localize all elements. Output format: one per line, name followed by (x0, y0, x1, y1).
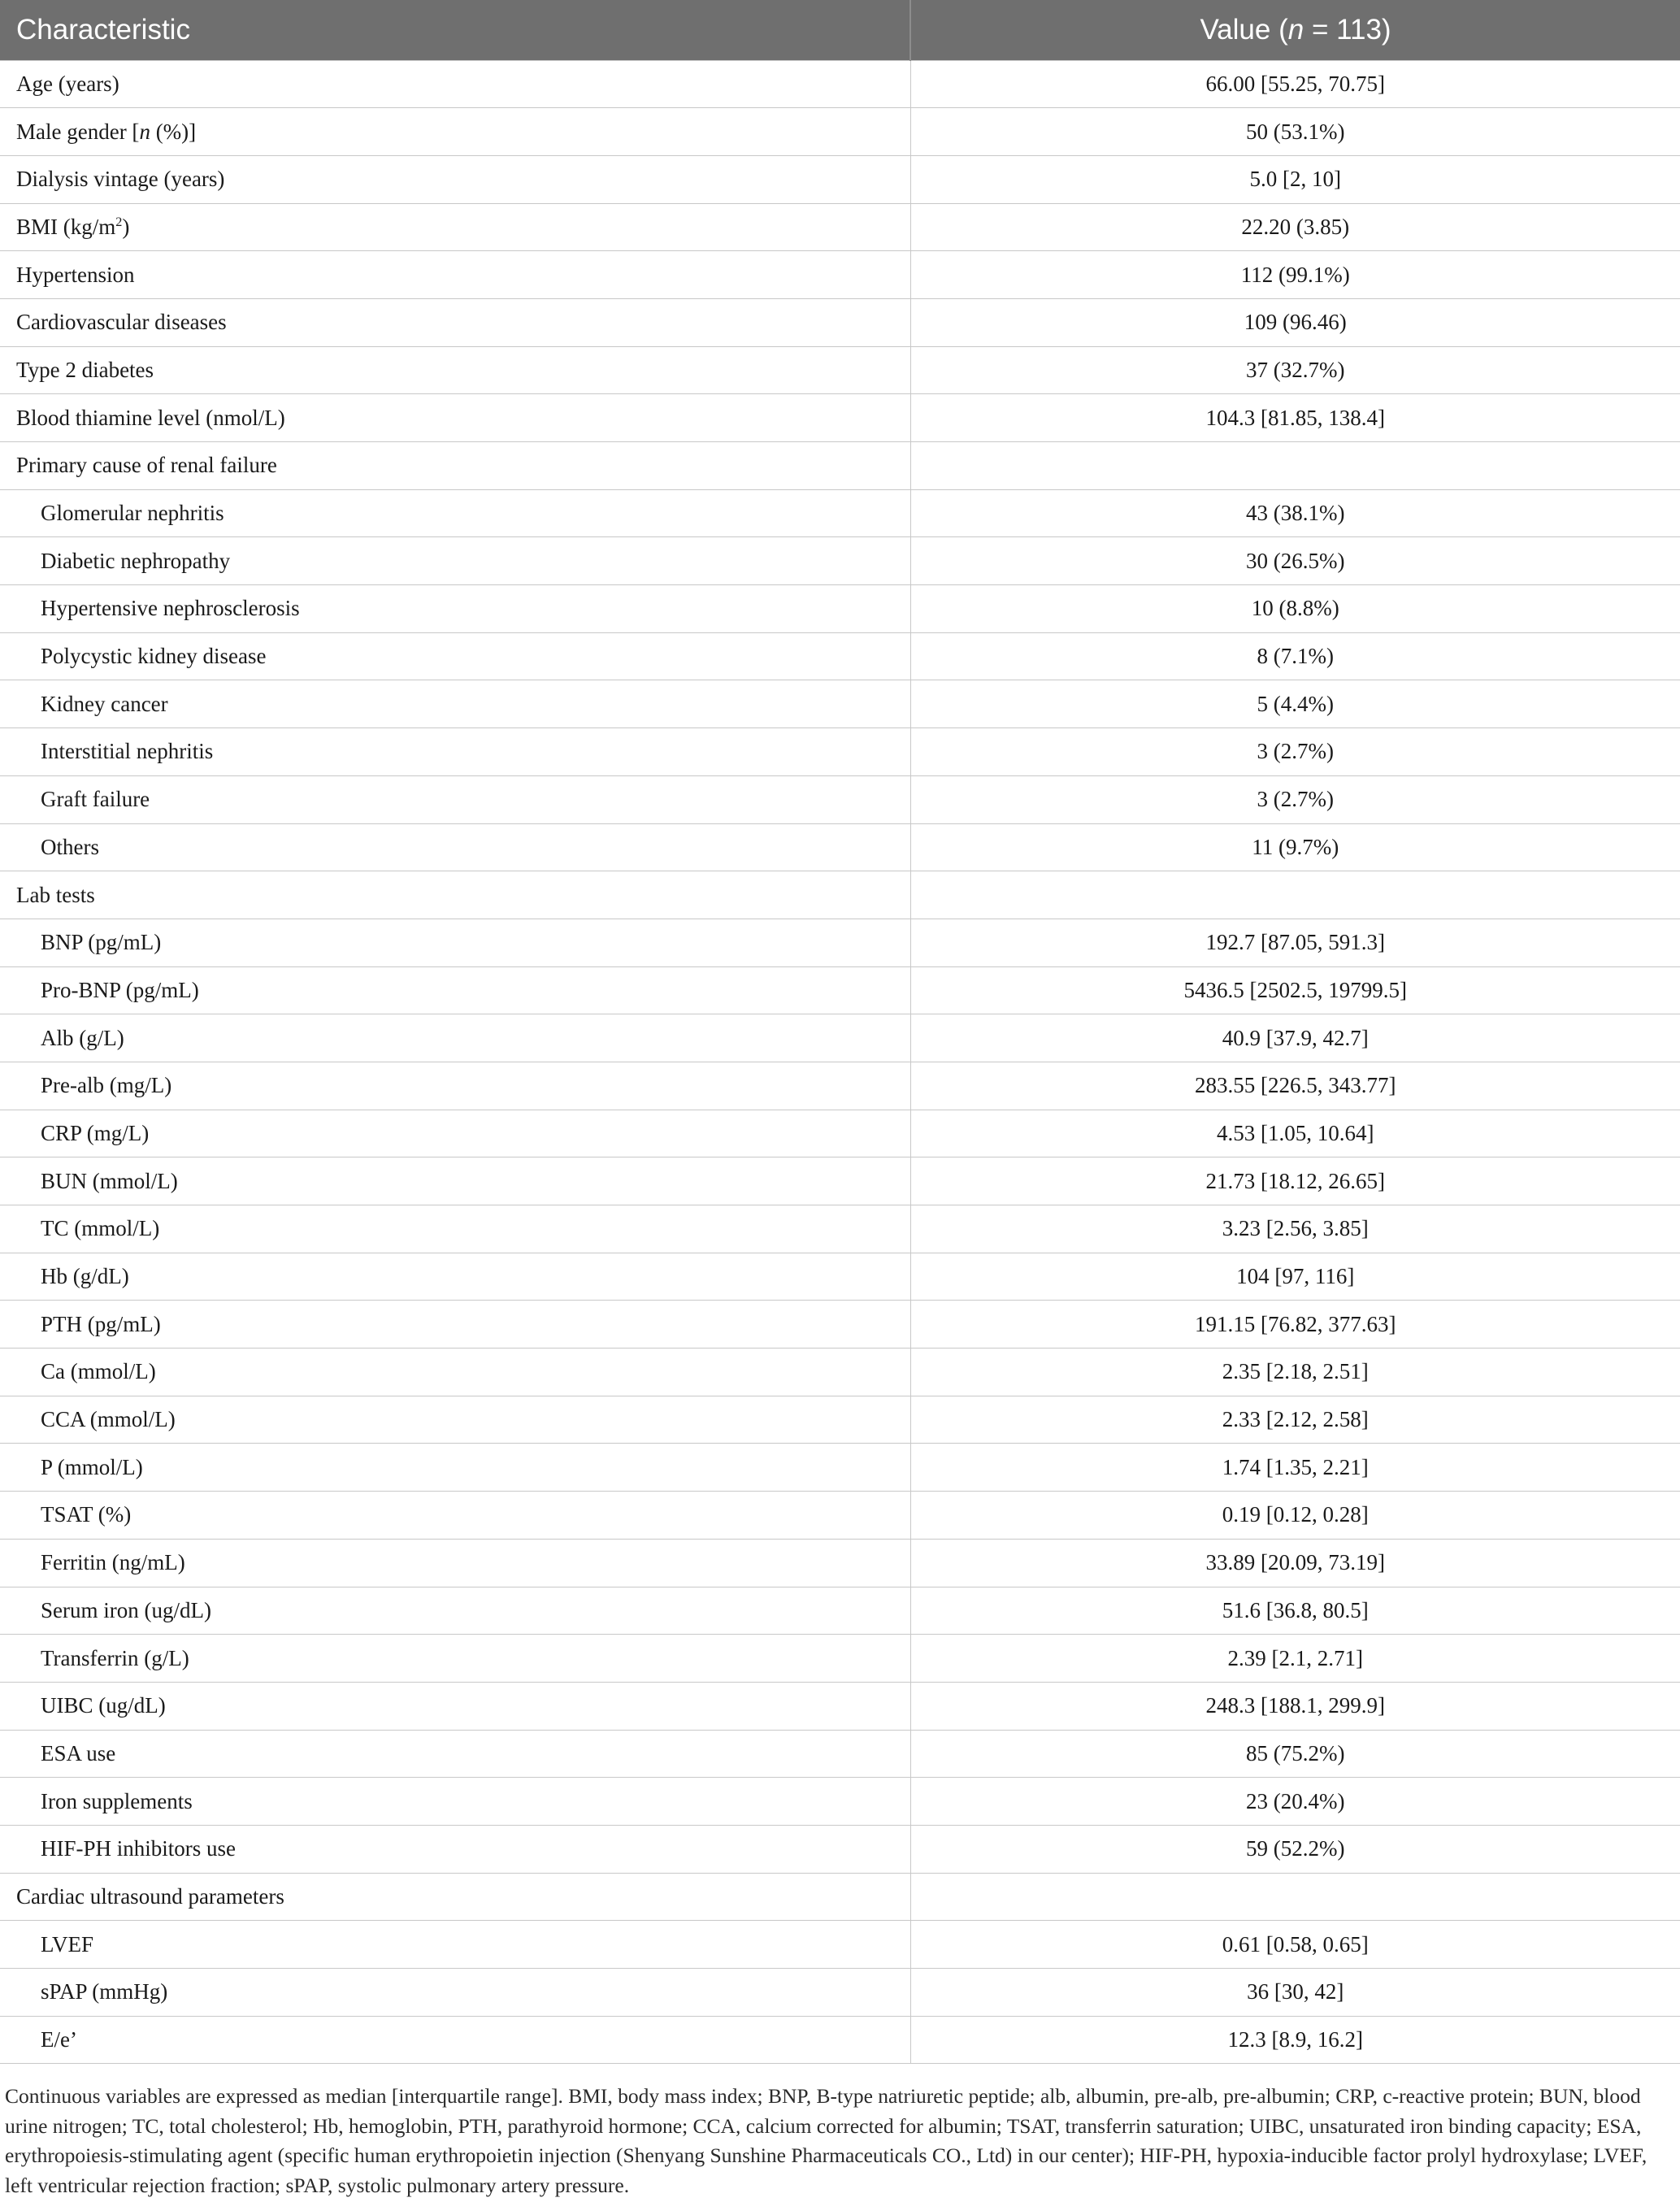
table-row (0, 394, 1680, 442)
row-label: LVEF (0, 1921, 910, 1969)
row-label: Alb (g/L) (0, 1014, 910, 1062)
table-row (0, 1635, 1680, 1683)
table-row (0, 155, 1680, 203)
table-row (0, 680, 1680, 728)
table-row (0, 60, 1680, 108)
row-value: 2.35 [2.18, 2.51] (910, 1349, 1680, 1396)
row-value: 85 (75.2%) (910, 1730, 1680, 1778)
row-value: 11 (9.7%) (910, 823, 1680, 871)
table-row (0, 585, 1680, 633)
row-label: TSAT (%) (0, 1492, 910, 1540)
row-value: 248.3 [188.1, 299.9] (910, 1682, 1680, 1730)
column-header-value (910, 0, 1680, 60)
row-value: 3 (2.7%) (910, 728, 1680, 776)
table-row (0, 728, 1680, 776)
table-row (0, 1921, 1680, 1969)
section-label: Cardiac ultrasound parameters (0, 1873, 910, 1921)
table-row (0, 251, 1680, 299)
row-label (0, 203, 910, 251)
row-label: Hb (g/dL) (0, 1253, 910, 1301)
table-row (0, 108, 1680, 156)
row-value: 5 (4.4%) (910, 680, 1680, 728)
column-header-characteristic: Characteristic (0, 0, 910, 60)
row-label: Hypertension (0, 251, 910, 299)
section-row (0, 442, 1680, 490)
row-value: 5436.5 [2502.5, 19799.5] (910, 966, 1680, 1014)
row-value: 192.7 [87.05, 591.3] (910, 919, 1680, 966)
row-value: 43 (38.1%) (910, 489, 1680, 537)
row-value: 2.39 [2.1, 2.71] (910, 1635, 1680, 1683)
row-label: Type 2 diabetes (0, 346, 910, 394)
row-label: Kidney cancer (0, 680, 910, 728)
row-label: PTH (pg/mL) (0, 1301, 910, 1349)
row-value: 30 (26.5%) (910, 537, 1680, 585)
label-italic: n (139, 119, 150, 144)
row-value: 112 (99.1%) (910, 251, 1680, 299)
row-value: 0.61 [0.58, 0.65] (910, 1921, 1680, 1969)
row-label: Hypertensive nephrosclerosis (0, 585, 910, 633)
row-value: 23 (20.4%) (910, 1778, 1680, 1826)
label-prefix: Male gender [ (16, 119, 140, 144)
table-row (0, 537, 1680, 585)
row-label: Dialysis vintage (years) (0, 155, 910, 203)
section-label: Lab tests (0, 871, 910, 919)
table-row (0, 2016, 1680, 2064)
row-label: Transferrin (g/L) (0, 1635, 910, 1683)
table-row (0, 1730, 1680, 1778)
table-row (0, 1014, 1680, 1062)
row-value: 10 (8.8%) (910, 585, 1680, 633)
row-label: Pre-alb (mg/L) (0, 1062, 910, 1110)
row-value: 3.23 [2.56, 3.85] (910, 1205, 1680, 1253)
table-row (0, 1157, 1680, 1205)
row-value: 109 (96.46) (910, 298, 1680, 346)
table-row (0, 1253, 1680, 1301)
table-row (0, 775, 1680, 823)
row-label: Graft failure (0, 775, 910, 823)
table-row (0, 823, 1680, 871)
row-label: Pro-BNP (pg/mL) (0, 966, 910, 1014)
label-suffix: (%)] (150, 119, 197, 144)
row-value (910, 442, 1680, 490)
row-label: Serum iron (ug/dL) (0, 1587, 910, 1635)
row-value: 191.15 [76.82, 377.63] (910, 1301, 1680, 1349)
row-label: E/e’ (0, 2016, 910, 2064)
row-value: 37 (32.7%) (910, 346, 1680, 394)
row-label: Ferritin (ng/mL) (0, 1539, 910, 1587)
value-header-n: n (1287, 13, 1304, 46)
table-row (0, 632, 1680, 680)
row-label: Interstitial nephritis (0, 728, 910, 776)
row-label: BNP (pg/mL) (0, 919, 910, 966)
table-footnote: Continuous variables are expressed as median [interquartile range]. BMI, body mass index; BNP, B-type natriuretic peptide; alb, albumin, pre-alb, pre-albumin; CRP, c-reactive protein; BUN, blood urine nitrogen; TC, total cholesterol; Hb, hemoglobin, PTH, parathyroid hormone; CCA, calcium corrected for albumin; TSAT, transferrin saturation; UIBC, unsaturated iron binding capacity; ESA, erythropoiesis-stimulating agent (specific human erythropoietin injection (Shenyang Sunshine Pharmaceuticals CO., Ltd) in our center); HIF-PH, hypoxia-inducible factor prolyl hydroxylase; LVEF, left ventricular rejection fraction; sPAP, systolic pulmonary artery pressure. (5, 2084, 1647, 2197)
row-label: CCA (mmol/L) (0, 1396, 910, 1444)
table-row (0, 1444, 1680, 1492)
row-value: 33.89 [20.09, 73.19] (910, 1539, 1680, 1587)
row-label: Ca (mmol/L) (0, 1349, 910, 1396)
row-label: UIBC (ug/dL) (0, 1682, 910, 1730)
section-label: Primary cause of renal failure (0, 442, 910, 490)
row-value (910, 1873, 1680, 1921)
row-label (0, 108, 910, 156)
row-value: 66.00 [55.25, 70.75] (910, 60, 1680, 108)
row-value: 40.9 [37.9, 42.7] (910, 1014, 1680, 1062)
label-superscript: 2 (115, 214, 123, 229)
row-value: 50 (53.1%) (910, 108, 1680, 156)
row-label: Age (years) (0, 60, 910, 108)
row-label: Glomerular nephritis (0, 489, 910, 537)
table-row (0, 1778, 1680, 1826)
header-row (0, 0, 1680, 60)
label-prefix: BMI (kg/m (16, 214, 116, 239)
row-label: BUN (mmol/L) (0, 1157, 910, 1205)
row-value: 22.20 (3.85) (910, 203, 1680, 251)
row-label: CRP (mg/L) (0, 1110, 910, 1157)
row-value: 8 (7.1%) (910, 632, 1680, 680)
row-value: 51.6 [36.8, 80.5] (910, 1587, 1680, 1635)
row-label: Cardiovascular diseases (0, 298, 910, 346)
table-row (0, 1205, 1680, 1253)
table-row (0, 346, 1680, 394)
value-header-suffix: = 113) (1304, 13, 1391, 46)
table-row (0, 1539, 1680, 1587)
row-label: HIF-PH inhibitors use (0, 1825, 910, 1873)
row-label: P (mmol/L) (0, 1444, 910, 1492)
table-body (0, 60, 1680, 2064)
row-value: 283.55 [226.5, 343.77] (910, 1062, 1680, 1110)
row-value: 5.0 [2, 10] (910, 155, 1680, 203)
row-value: 21.73 [18.12, 26.65] (910, 1157, 1680, 1205)
table-header (0, 0, 1680, 60)
row-value: 0.19 [0.12, 0.28] (910, 1492, 1680, 1540)
row-label: Others (0, 823, 910, 871)
table-row (0, 1492, 1680, 1540)
table-row (0, 1349, 1680, 1396)
section-row (0, 1873, 1680, 1921)
row-value: 1.74 [1.35, 2.21] (910, 1444, 1680, 1492)
row-value: 3 (2.7%) (910, 775, 1680, 823)
row-label: Blood thiamine level (nmol/L) (0, 394, 910, 442)
value-header-prefix: Value ( (1200, 13, 1288, 46)
row-value: 2.33 [2.12, 2.58] (910, 1396, 1680, 1444)
label-suffix: ) (122, 214, 130, 239)
row-label: Iron supplements (0, 1778, 910, 1826)
table-row (0, 1587, 1680, 1635)
row-value: 36 [30, 42] (910, 1969, 1680, 2017)
table-row (0, 1110, 1680, 1157)
table-row (0, 1062, 1680, 1110)
table-row (0, 1301, 1680, 1349)
table-row (0, 966, 1680, 1014)
row-value: 104 [97, 116] (910, 1253, 1680, 1301)
row-value (910, 871, 1680, 919)
row-label: Polycystic kidney disease (0, 632, 910, 680)
row-value: 59 (52.2%) (910, 1825, 1680, 1873)
row-value: 104.3 [81.85, 138.4] (910, 394, 1680, 442)
table-row (0, 1396, 1680, 1444)
row-value: 4.53 [1.05, 10.64] (910, 1110, 1680, 1157)
row-label: TC (mmol/L) (0, 1205, 910, 1253)
table-row (0, 1825, 1680, 1873)
row-label: sPAP (mmHg) (0, 1969, 910, 2017)
table-row (0, 919, 1680, 966)
row-label: Diabetic nephropathy (0, 537, 910, 585)
table-row (0, 298, 1680, 346)
table-row (0, 1682, 1680, 1730)
table-row (0, 489, 1680, 537)
table-row (0, 203, 1680, 251)
row-value: 12.3 [8.9, 16.2] (910, 2016, 1680, 2064)
table-row (0, 1969, 1680, 2017)
section-row (0, 871, 1680, 919)
row-label: ESA use (0, 1730, 910, 1778)
